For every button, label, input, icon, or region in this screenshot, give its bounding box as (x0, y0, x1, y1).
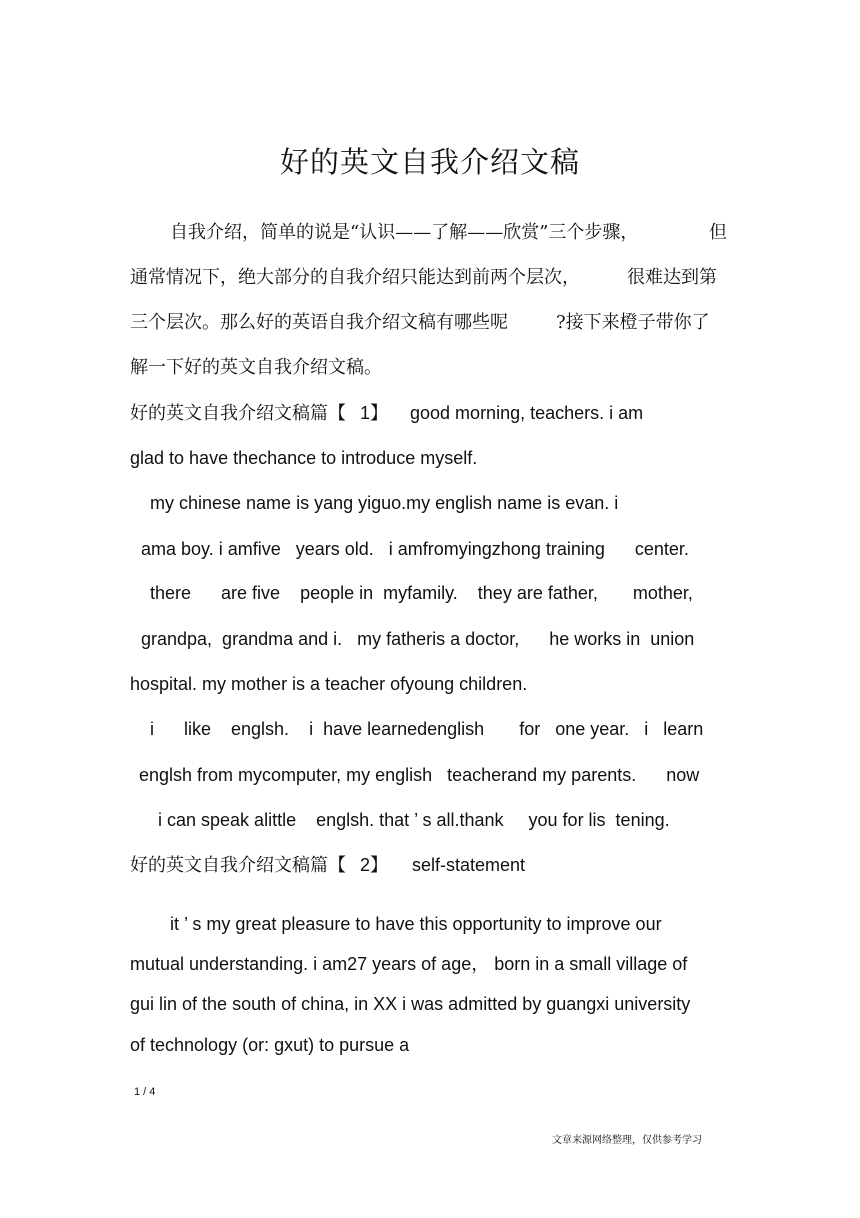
section-1-line: englsh from mycomputer, my english teacherand my parents. now (139, 765, 700, 785)
section-1-heading-zh: 好的英文自我介绍文稿篇【 (130, 403, 346, 424)
section-2-heading-en: self-statement (412, 855, 526, 875)
section-2-line: gui lin of the south of china, in XX i was admitted by guangxi university (130, 994, 691, 1014)
section-1-line: grandpa, grandma and i. my fatheris a doctor, he works in union (141, 629, 695, 649)
section-1-line: hospital. my mother is a teacher ofyoung children. (130, 674, 528, 694)
section-2-heading-num: 2】 (360, 855, 389, 875)
section-1-line: i like englsh. i have learnedenglish for one year. i learn (150, 719, 704, 739)
intro-line-2a: 通常情况下，绝大部分的自我介绍只能达到前两个层次， (130, 267, 580, 288)
intro-line-3b: ?接下来橙子带你了 (556, 312, 710, 333)
intro-line-1a: 自我介绍，简单的说是“认识——了解——欣赏”三个步骤， (170, 222, 639, 243)
section-1-heading-num: 1】 (360, 403, 389, 423)
section-2-line: mutual understanding. i am27 years of age， born in a small village of (130, 954, 688, 974)
section-1-heading-en: good morning, teachers. i am (410, 403, 644, 423)
section-1-line: there are five people in myfamily. they are father, mother, (150, 583, 693, 603)
section-2-heading-zh: 好的英文自我介绍文稿篇【 (130, 855, 346, 876)
page-number: 1 / 4 (134, 1086, 156, 1098)
section-1-heading (130, 401, 643, 426)
intro-line-2b: 很难达到第 (627, 267, 717, 288)
intro-line-3a: 三个层次。那么好的英语自我介绍文稿有哪些呢 (130, 312, 508, 333)
section-1-line: ama boy. i amfive years old. i amfromyingzhong training center. (141, 539, 689, 559)
section-2-line: it ’ s my great pleasure to have this opportunity to improve our (170, 914, 662, 934)
section-1-line: my chinese name is yang yiguo.my english name is evan. i (150, 493, 619, 513)
page-title: 好的英文自我介绍文稿 (279, 145, 580, 179)
section-2-heading (130, 853, 525, 878)
section-1-line: glad to have thechance to introduce myself. (130, 448, 478, 468)
section-1-line: i can speak alittle englsh. that ’ s all.thank you for lis tening. (158, 810, 670, 830)
intro-line-4: 解一下好的英文自我介绍文稿。 (130, 357, 382, 378)
section-2-line: of technology (or: gxut) to pursue a (130, 1035, 410, 1055)
footer-note: 文章来源网络整理，仅供参考学习 (552, 1135, 702, 1146)
intro-line-1b: 但 (709, 222, 727, 243)
